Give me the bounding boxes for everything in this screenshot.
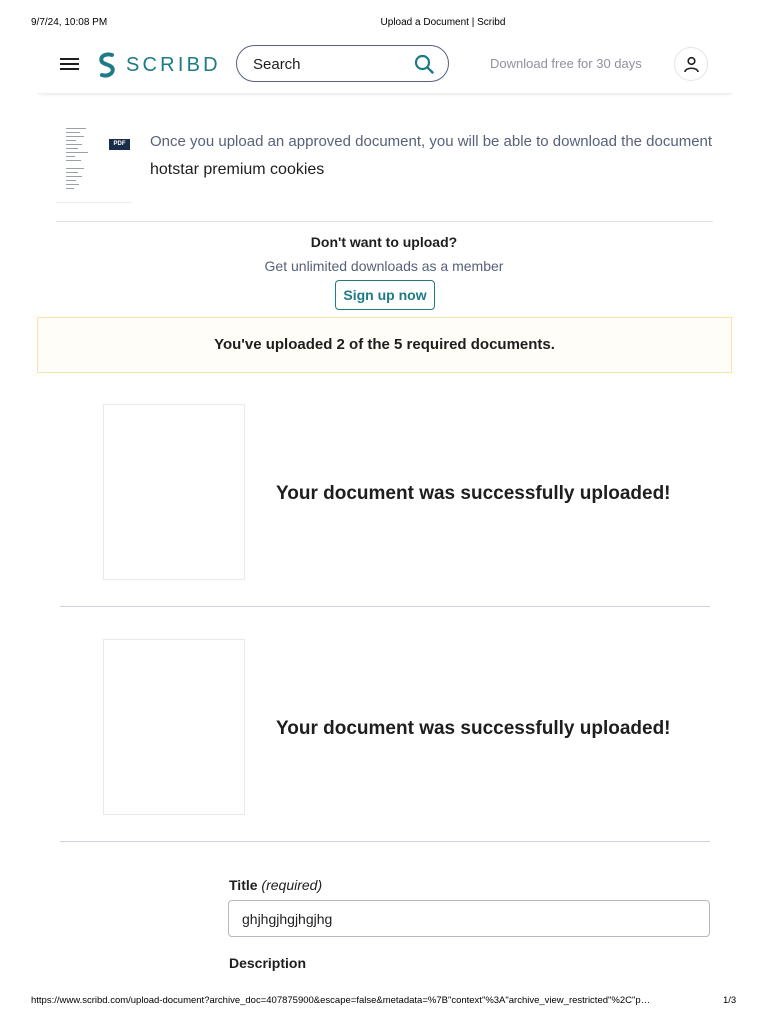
pdf-badge: PDF <box>109 139 130 150</box>
membership-subtext: Get unlimited downloads as a member <box>264 258 504 274</box>
title-label <box>229 877 322 893</box>
sign-up-button[interactable]: Sign up now <box>335 280 435 310</box>
logo-text: SCRIBD <box>126 53 221 76</box>
print-url: https://www.scribd.com/upload-document?archive_doc=407875900&escape=false&metadata=%7B"context"%3A"archive_view_restricted"%2C"p… <box>31 995 651 1006</box>
print-page-title: Upload a Document | Scribd <box>380 17 506 28</box>
title-input[interactable] <box>228 900 710 937</box>
title-label-text: Title <box>229 877 258 893</box>
document-summary <box>56 110 713 222</box>
print-footer <box>0 995 768 1009</box>
scribd-logo[interactable] <box>96 51 221 79</box>
download-free-link[interactable]: Download free for 30 days <box>490 56 642 71</box>
uploaded-document-thumbnail <box>103 404 245 580</box>
user-icon <box>683 56 700 73</box>
document-name[interactable]: hotstar premium cookies <box>150 161 325 178</box>
print-header <box>0 17 768 31</box>
uploaded-document-row <box>60 372 710 607</box>
upload-success-message: Your document was successfully uploaded! <box>276 718 671 739</box>
scribd-logo-icon <box>96 52 118 78</box>
print-page-number: 1/3 <box>723 995 737 1006</box>
upload-note: Once you upload an approved document, you will be able to download the document <box>150 133 713 150</box>
uploaded-document-thumbnail <box>103 639 245 815</box>
menu-icon[interactable] <box>60 57 79 71</box>
print-datetime: 9/7/24, 10:08 PM <box>31 17 108 28</box>
dont-want-heading: Don't want to upload? <box>310 234 458 250</box>
description-label: Description <box>229 955 307 971</box>
top-navigation-bar <box>38 36 732 94</box>
search-placeholder: Search <box>253 56 301 73</box>
required-marker: (required) <box>261 877 323 893</box>
upload-success-message: Your document was successfully uploaded! <box>276 483 671 504</box>
document-thumbnail <box>56 110 132 203</box>
search-input[interactable] <box>236 45 449 82</box>
upload-progress-banner: You've uploaded 2 of the 5 required documents. <box>37 317 732 373</box>
account-button[interactable] <box>674 47 708 81</box>
search-icon[interactable] <box>414 54 434 74</box>
uploaded-document-row <box>60 607 710 842</box>
